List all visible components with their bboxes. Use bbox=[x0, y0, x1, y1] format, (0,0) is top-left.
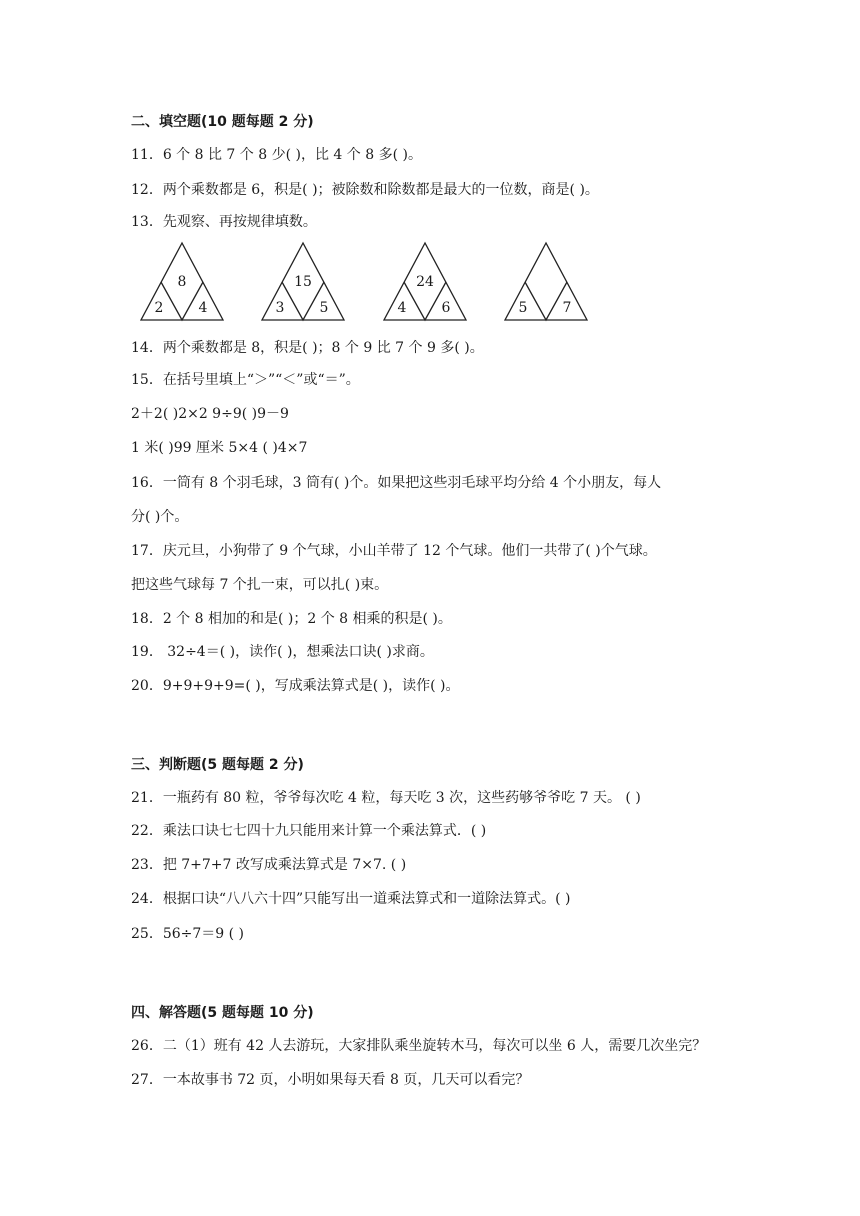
section2-heading: 二、填空题(10 题每题 2 分) bbox=[131, 114, 314, 130]
question-15: 15．在括号里填上“＞”“＜”或“＝”。 bbox=[131, 372, 360, 388]
question-17-part-a: 17．庆元旦，小狗带了 9 个气球，小山羊带了 12 个气球。他们一共带了( )个气球。 bbox=[131, 543, 657, 559]
triangle-1-left-number: 2 bbox=[154, 300, 164, 316]
question-16-part-b: 分( )个。 bbox=[131, 509, 189, 525]
triangle-4-left-number: 5 bbox=[518, 300, 528, 316]
question-24: 24．根据口诀“八八六十四”只能写出一道乘法算式和一道除法算式。( ) bbox=[131, 891, 571, 907]
question-23: 23．把 7+7+7 改写成乘法算式是 7×7. ( ) bbox=[131, 857, 407, 873]
question-11: 11．6 个 8 比 7 个 8 少( )，比 4 个 8 多( )。 bbox=[131, 147, 422, 163]
question-12: 12．两个乘数都是 6，积是( )；被除数和除数都是最大的一位数，商是( )。 bbox=[131, 182, 599, 198]
triangle-1-right-number: 4 bbox=[198, 300, 208, 316]
triangle-figure-3 bbox=[381, 240, 469, 324]
triangle-3-top-number: 24 bbox=[416, 274, 434, 290]
question-17-part-b: 把这些气球每 7 个扎一束，可以扎( )束。 bbox=[131, 577, 389, 593]
question-22: 22．乘法口诀七七四十九只能用来计算一个乘法算式．( ) bbox=[131, 823, 487, 839]
triangle-figure-1 bbox=[138, 240, 226, 324]
question-13: 13．先观察、再按规律填数。 bbox=[131, 214, 317, 230]
triangle-1-top-number: 8 bbox=[177, 274, 187, 290]
triangle-4-right-number: 7 bbox=[562, 300, 572, 316]
question-26: 26．二（1）班有 42 人去游玩，大家排队乘坐旋转木马，每次可以坐 6 人，需要几次坐完？ bbox=[131, 1038, 707, 1054]
question-25: 25．56÷7＝9 ( ) bbox=[131, 926, 244, 942]
question-21: 21．一瓶药有 80 粒，爷爷每次吃 4 粒，每天吃 3 次，这些药够爷爷吃 7 天。 ( ) bbox=[131, 790, 641, 806]
triangle-3-right-number: 6 bbox=[441, 300, 451, 316]
triangle-3-left-number: 4 bbox=[397, 300, 407, 316]
question-18: 18．2 个 8 相加的和是( )；2 个 8 相乘的积是( )。 bbox=[131, 611, 452, 627]
triangle-figure-4 bbox=[502, 240, 590, 324]
question-19: 19． 32÷4＝( )，读作( )，想乘法口诀( )求商。 bbox=[131, 644, 434, 660]
question-27: 27．一本故事书 72 页，小明如果每天看 8 页，几天可以看完？ bbox=[131, 1072, 530, 1088]
question-14: 14．两个乘数都是 8，积是( )；8 个 9 比 7 个 9 多( )。 bbox=[131, 340, 484, 356]
triangle-2-left-number: 3 bbox=[275, 300, 285, 316]
question-15-line-1: 2＋2( )2×2 9÷9( )9－9 bbox=[131, 406, 289, 422]
triangle-2-right-number: 5 bbox=[319, 300, 329, 316]
question-15-line-2: 1 米( )99 厘米 5×4 ( )4×7 bbox=[131, 440, 308, 456]
triangle-2-top-number: 15 bbox=[294, 274, 312, 290]
question-16-part-a: 16．一筒有 8 个羽毛球，3 筒有( )个。如果把这些羽毛球平均分给 4 个小朋友，每人 bbox=[131, 475, 662, 491]
triangle-figure-2 bbox=[259, 240, 347, 324]
section3-heading: 三、判断题(5 题每题 2 分) bbox=[131, 757, 304, 773]
question-20: 20．9+9+9+9=( )，写成乘法算式是( )，读作( )。 bbox=[131, 678, 460, 694]
section4-heading: 四、解答题(5 题每题 10 分) bbox=[131, 1005, 314, 1021]
